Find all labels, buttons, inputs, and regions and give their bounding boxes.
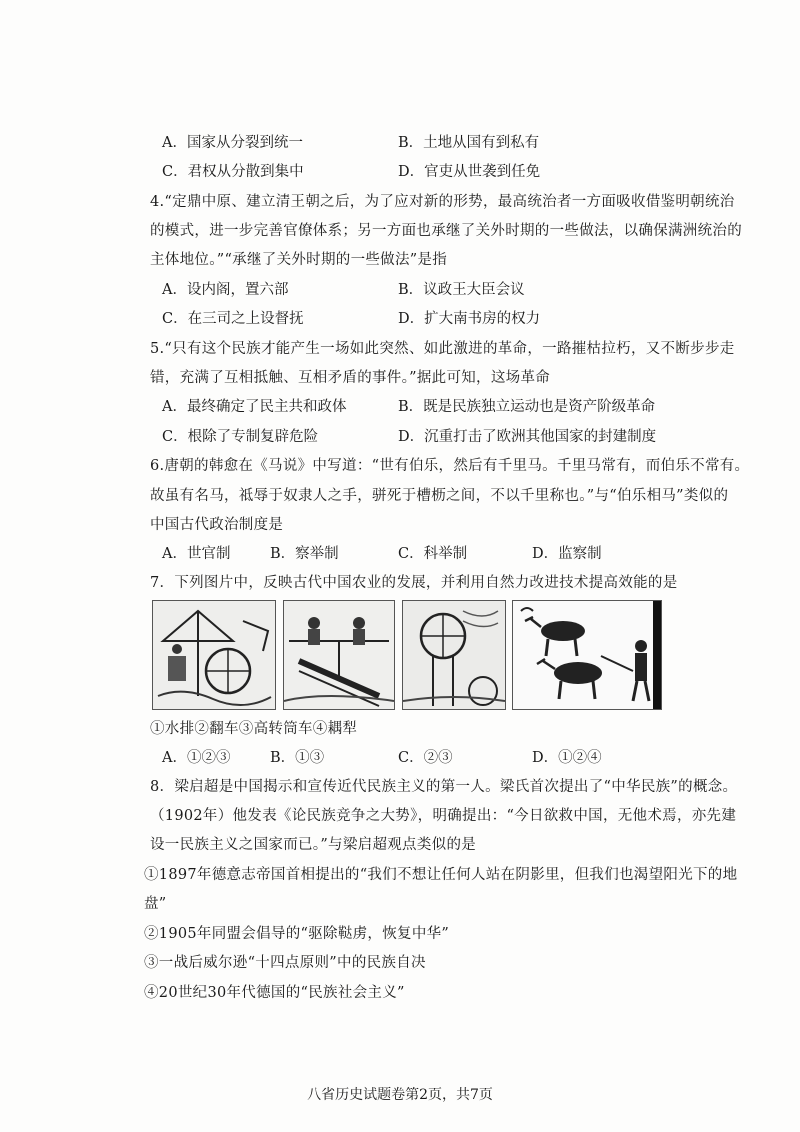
q8-item-1: ①1897年德意志帝国首相提出的“我们不想让任何人站在阴影里，但我们也渴望阳光下的地 bbox=[144, 867, 738, 883]
q4-stem-line-3: 主体地位。”“承继了关外时期的一些做法”是指 bbox=[150, 252, 448, 268]
q3-option-b: B．土地从国有到私有 bbox=[398, 135, 540, 151]
q8-stem-line-2: （1902年）他发表《论民族竞争之大势》，明确提出：“今日欲救中国，无他术焉，亦先建 bbox=[150, 808, 737, 824]
water-bellows-image bbox=[152, 600, 276, 710]
q6-stem-line-1: 6.唐朝的韩愈在《马说》中写道：“世有伯乐，然后有千里马。千里马常有，而伯乐不常有。 bbox=[150, 458, 750, 474]
q3-option-a: A．国家从分裂到统一 bbox=[162, 135, 303, 151]
q5-option-d: D．沉重打击了欧洲其他国家的封建制度 bbox=[398, 429, 657, 445]
ox-plough-image bbox=[512, 600, 662, 710]
q3-option-c: C．君权从分散到集中 bbox=[162, 164, 304, 180]
q8-stem-line-1: 8．梁启超是中国揭示和宣传近代民族主义的第一人。梁氏首次提出了“中华民族”的概念。 bbox=[150, 779, 738, 795]
q4-option-d: D．扩大南书房的权力 bbox=[398, 311, 541, 327]
ox-plough-drawing bbox=[513, 601, 661, 709]
q6-option-a: A．世官制 bbox=[162, 546, 231, 562]
dragon-bone-waterwheel-image bbox=[283, 600, 395, 710]
q8-item-1-cont: 盘” bbox=[144, 896, 167, 912]
page-footer: 八省历史试题卷第2页，共7页 bbox=[307, 1087, 493, 1103]
q6-option-b: B．察举制 bbox=[270, 546, 339, 562]
q7-image-strip bbox=[152, 600, 660, 710]
q7-option-d: D．①②④ bbox=[532, 750, 602, 766]
q5-option-a: A．最终确定了民主共和政体 bbox=[162, 399, 347, 415]
q7-option-a: A．①②③ bbox=[162, 750, 231, 766]
high-tube-waterwheel-image bbox=[402, 600, 506, 710]
q7-option-b: B．①③ bbox=[270, 750, 325, 766]
q6-option-c: C．科举制 bbox=[398, 546, 468, 562]
q8-item-3: ③一战后威尔逊“十四点原则”中的民族自决 bbox=[144, 955, 426, 971]
q4-option-a: A．设内阁，置六部 bbox=[162, 282, 289, 298]
dragon-bone-waterwheel-drawing bbox=[284, 601, 394, 709]
high-tube-waterwheel-drawing bbox=[403, 601, 505, 709]
q6-option-d: D．监察制 bbox=[532, 546, 602, 562]
q5-stem-line-1: 5.“只有这个民族才能产生一场如此突然、如此激进的革命，一路摧枯拉朽，又不断步步走 bbox=[150, 341, 735, 357]
q8-item-4: ④20世纪30年代德国的“民族社会主义” bbox=[144, 985, 405, 1001]
q5-option-c: C．根除了专制复辟危险 bbox=[162, 429, 319, 445]
q7-image-caption: ①水排②翻车③高转筒车④耦犁 bbox=[150, 721, 358, 737]
q8-item-2: ②1905年同盟会倡导的“驱除鞑虏，恢复中华” bbox=[144, 926, 450, 942]
q6-stem-line-3: 中国古代政治制度是 bbox=[150, 517, 284, 533]
q5-stem-line-2: 错，充满了互相抵触、互相矛盾的事件。”据此可知，这场革命 bbox=[150, 370, 551, 386]
q7-option-c: C．②③ bbox=[398, 750, 453, 766]
q4-stem-line-2: 的模式，进一步完善官僚体系；另一方面也承继了关外时期的一些做法，以确保满洲统治的 bbox=[150, 223, 742, 239]
q5-option-b: B．既是民族独立运动也是资产阶级革命 bbox=[398, 399, 656, 415]
q4-option-b: B．议政王大臣会议 bbox=[398, 282, 525, 298]
water-bellows-drawing bbox=[153, 601, 275, 709]
q3-option-d: D．官吏从世袭到任免 bbox=[398, 164, 541, 180]
q4-stem-line-1: 4.“定鼎中原、建立清王朝之后，为了应对新的形势，最高统治者一方面吸收借鉴明朝统治 bbox=[150, 194, 735, 210]
q7-stem: 7．下列图片中，反映古代中国农业的发展，并利用自然力改进技术提高效能的是 bbox=[150, 575, 678, 591]
q6-stem-line-2: 故虽有名马，祗辱于奴隶人之手，骈死于槽枥之间，不以千里称也。”与“伯乐相马”类似的 bbox=[150, 488, 729, 504]
q4-option-c: C．在三司之上设督抚 bbox=[162, 311, 304, 327]
q8-stem-line-3: 设一民族主义之国家而已。”与梁启超观点类似的是 bbox=[150, 837, 477, 853]
